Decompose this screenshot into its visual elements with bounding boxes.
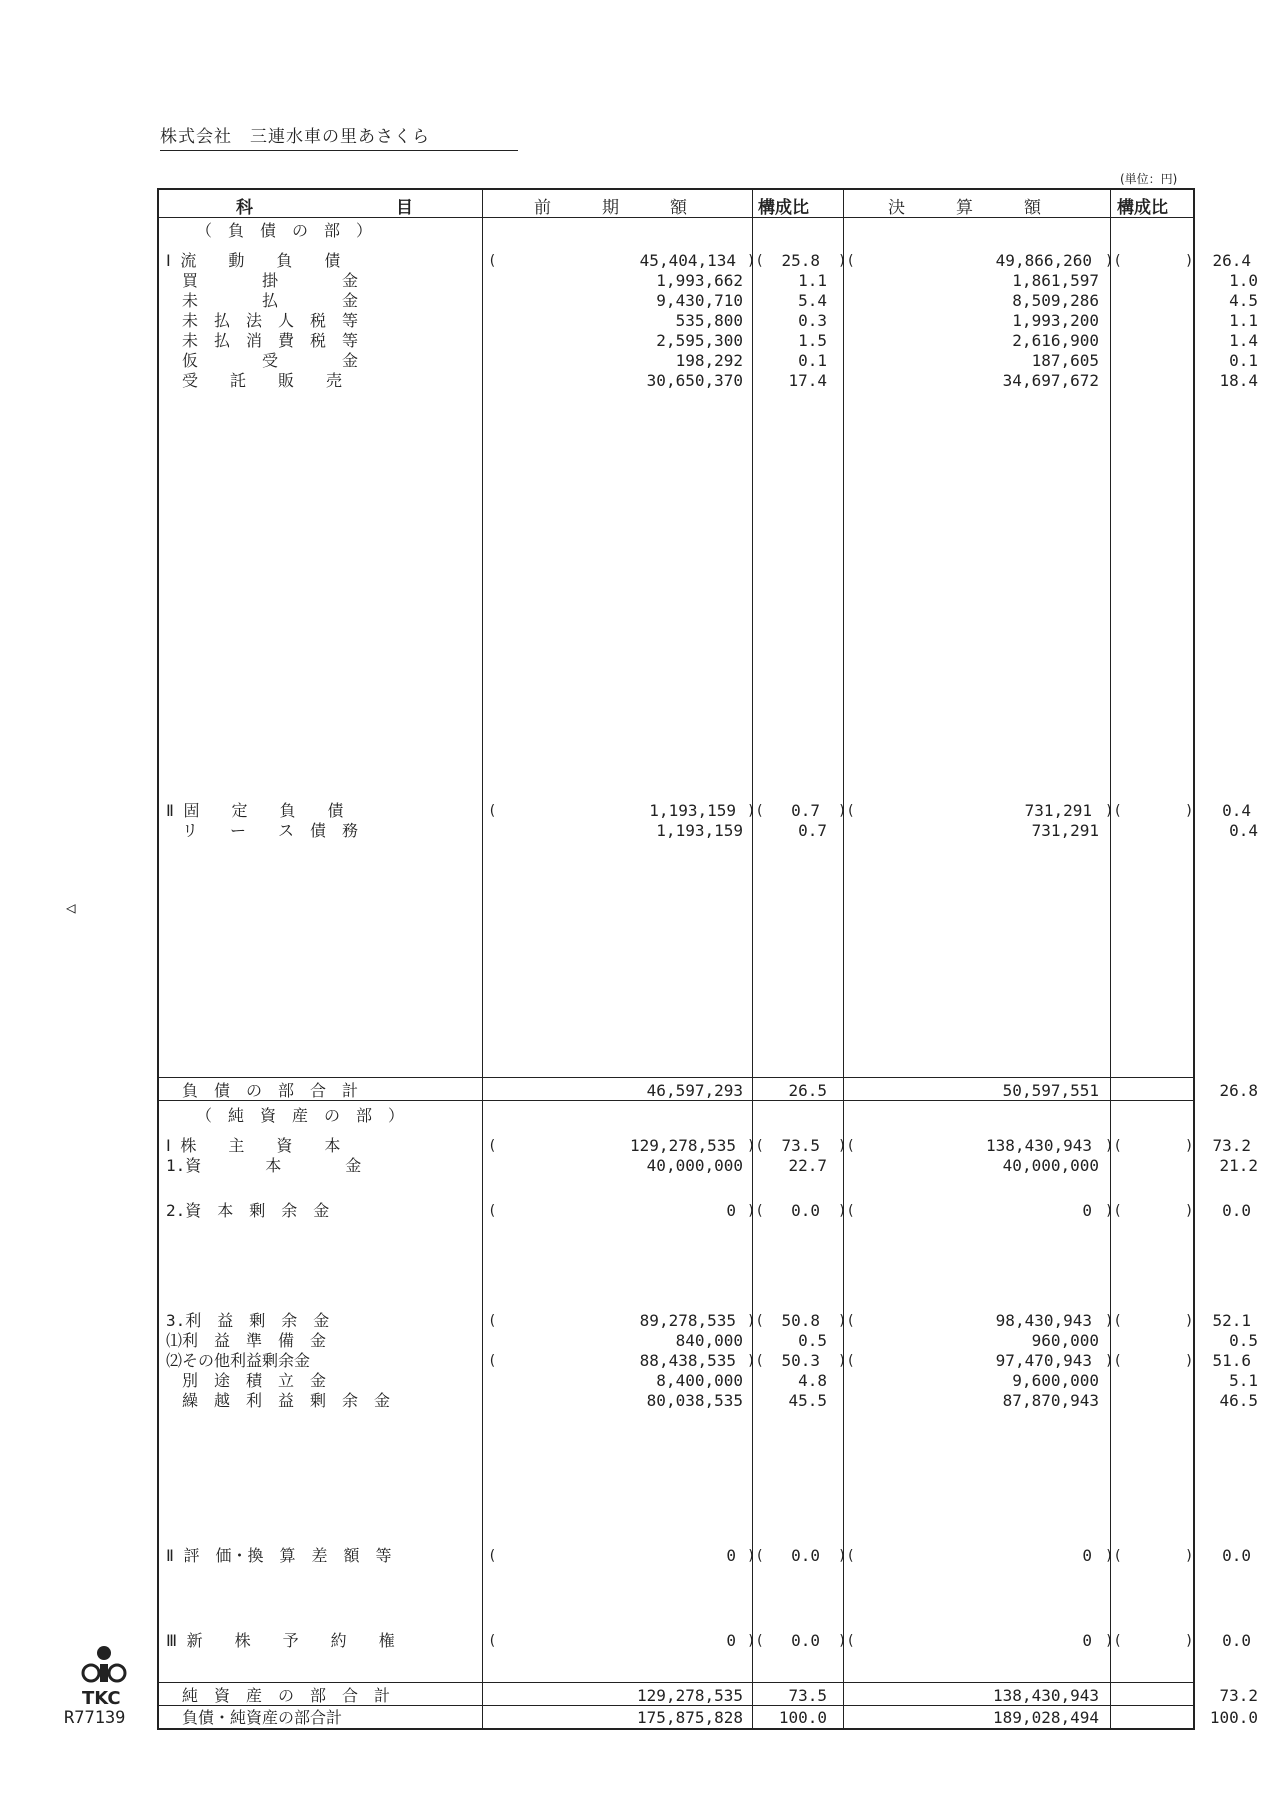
table-row xyxy=(0,1707,1280,1729)
parenthesis-mark: )( xyxy=(838,1203,855,1219)
header-prev-amount: 前 期 額 xyxy=(534,198,687,218)
table-row xyxy=(0,310,1280,332)
prev-amount: 840,000 xyxy=(675,1331,743,1350)
current-amount: 9,600,000 xyxy=(1012,1371,1099,1390)
prev-ratio: 5.4 xyxy=(798,291,827,310)
prev-amount: 1,993,662 xyxy=(656,271,743,290)
parenthesis-mark: ( xyxy=(488,1203,497,1219)
column-divider xyxy=(1110,188,1111,1730)
current-amount: 138,430,943 xyxy=(986,1136,1092,1155)
parenthesis-mark: ) xyxy=(1185,1313,1194,1329)
row-label: 2.資 本 剰 余 金 xyxy=(166,1201,330,1220)
prev-ratio: 50.3 xyxy=(781,1351,820,1370)
current-amount: 731,291 xyxy=(1031,821,1099,840)
company-name: 株式会社 三連水車の里あさくら xyxy=(160,122,518,151)
current-ratio: 18.4 xyxy=(1219,371,1258,390)
prev-amount: 175,875,828 xyxy=(637,1708,743,1727)
current-ratio: 1.1 xyxy=(1229,311,1258,330)
parenthesis-mark: )( xyxy=(747,1313,764,1329)
tkc-logo-text: TKC xyxy=(82,1688,121,1709)
current-amount: 187,605 xyxy=(1031,351,1099,370)
row-label: Ⅱ 評 価・換 算 差 額 等 xyxy=(166,1546,392,1565)
parenthesis-mark: )( xyxy=(747,1138,764,1154)
prev-amount: 0 xyxy=(726,1546,736,1565)
table-row xyxy=(0,250,1280,272)
prev-amount: 9,430,710 xyxy=(656,291,743,310)
document-code: R77139 xyxy=(64,1708,126,1728)
prev-amount: 535,800 xyxy=(675,311,743,330)
table-row xyxy=(0,290,1280,312)
row-divider xyxy=(157,1077,1195,1078)
current-amount: 49,866,260 xyxy=(995,251,1092,270)
row-label: 3.利 益 剰 余 金 xyxy=(166,1311,330,1330)
parenthesis-mark: )( xyxy=(1105,1633,1122,1649)
current-ratio: 26.4 xyxy=(1212,251,1251,270)
parenthesis-mark: )( xyxy=(1105,803,1122,819)
current-amount: 960,000 xyxy=(1031,1331,1099,1350)
row-label: ⑴利 益 準 備 金 xyxy=(166,1331,327,1350)
header-subject-a: 科 xyxy=(236,198,253,218)
parenthesis-mark: )( xyxy=(1105,1203,1122,1219)
row-label: Ⅱ 固 定 負 債 xyxy=(166,801,344,820)
prev-amount: 40,000,000 xyxy=(646,1156,743,1175)
current-amount: 2,616,900 xyxy=(1012,331,1099,350)
table-row xyxy=(0,1155,1280,1177)
parenthesis-mark: ) xyxy=(1185,1548,1194,1564)
row-label: 未 払 金 xyxy=(166,291,359,310)
row-label: 負 債 の 部 合 計 xyxy=(166,1081,359,1100)
table-row xyxy=(0,1080,1280,1102)
prev-ratio: 22.7 xyxy=(788,1156,827,1175)
parenthesis-mark: ) xyxy=(1185,1633,1194,1649)
row-label: 繰 越 利 益 剰 余 金 xyxy=(166,1391,391,1410)
current-amount: 189,028,494 xyxy=(993,1708,1099,1727)
table-row xyxy=(0,1390,1280,1412)
parenthesis-mark: ( xyxy=(488,1138,497,1154)
tkc-logo-icon xyxy=(80,1645,128,1689)
current-ratio: 73.2 xyxy=(1212,1136,1251,1155)
prev-ratio: 0.7 xyxy=(798,821,827,840)
current-ratio: 26.8 xyxy=(1219,1081,1258,1100)
row-label: 別 途 積 立 金 xyxy=(166,1371,327,1390)
prev-amount: 129,278,535 xyxy=(637,1686,743,1705)
parenthesis-mark: )( xyxy=(747,253,764,269)
row-label: 受 託 販 売 xyxy=(166,371,343,390)
prev-amount: 89,278,535 xyxy=(639,1311,736,1330)
row-label: 純 資 産 の 部 合 計 xyxy=(166,1686,391,1705)
column-divider xyxy=(843,188,844,1730)
unit-label: (単位：円) xyxy=(1120,172,1178,186)
current-ratio: 21.2 xyxy=(1219,1156,1258,1175)
table-row xyxy=(0,820,1280,842)
prev-ratio: 0.1 xyxy=(798,351,827,370)
parenthesis-mark: ) xyxy=(1185,1203,1194,1219)
parenthesis-mark: )( xyxy=(838,1313,855,1329)
table-row xyxy=(0,1200,1280,1222)
parenthesis-mark: )( xyxy=(1105,1313,1122,1329)
prev-amount: 80,038,535 xyxy=(646,1391,743,1410)
section-heading-net-assets: （ 純 資 産 の 部 ） xyxy=(196,1106,405,1125)
prev-amount: 2,595,300 xyxy=(656,331,743,350)
parenthesis-mark: ) xyxy=(1185,803,1194,819)
prev-ratio: 1.1 xyxy=(798,271,827,290)
prev-amount: 198,292 xyxy=(675,351,743,370)
parenthesis-mark: )( xyxy=(838,1633,855,1649)
current-ratio: 0.0 xyxy=(1222,1631,1251,1650)
prev-ratio: 17.4 xyxy=(788,371,827,390)
current-ratio: 0.4 xyxy=(1229,821,1258,840)
prev-ratio: 1.5 xyxy=(798,331,827,350)
current-ratio: 0.1 xyxy=(1229,351,1258,370)
current-amount: 8,509,286 xyxy=(1012,291,1099,310)
current-ratio: 100.0 xyxy=(1209,1708,1258,1727)
parenthesis-mark: )( xyxy=(838,1138,855,1154)
prev-ratio: 25.8 xyxy=(781,251,820,270)
prev-ratio: 0.7 xyxy=(791,801,820,820)
prev-ratio: 73.5 xyxy=(781,1136,820,1155)
prev-amount: 8,400,000 xyxy=(656,1371,743,1390)
current-ratio: 5.1 xyxy=(1229,1371,1258,1390)
table-row xyxy=(0,1135,1280,1157)
prev-ratio: 100.0 xyxy=(778,1708,827,1727)
current-ratio: 0.0 xyxy=(1222,1546,1251,1565)
prev-ratio: 0.5 xyxy=(798,1331,827,1350)
parenthesis-mark: )( xyxy=(1105,1138,1122,1154)
parenthesis-mark: )( xyxy=(747,803,764,819)
prev-ratio: 26.5 xyxy=(788,1081,827,1100)
row-label: 負債・純資産の部合計 xyxy=(166,1708,343,1727)
row-label: ⑵その他利益剰余金 xyxy=(166,1351,311,1370)
parenthesis-mark: )( xyxy=(747,1548,764,1564)
prev-ratio: 0.0 xyxy=(791,1631,820,1650)
current-amount: 0 xyxy=(1082,1201,1092,1220)
current-amount: 34,697,672 xyxy=(1002,371,1099,390)
table-row xyxy=(0,1685,1280,1707)
table-row xyxy=(0,1545,1280,1567)
current-amount: 138,430,943 xyxy=(993,1686,1099,1705)
parenthesis-mark: )( xyxy=(747,1353,764,1369)
current-amount: 50,597,551 xyxy=(1002,1081,1099,1100)
current-amount: 0 xyxy=(1082,1631,1092,1650)
parenthesis-mark: ( xyxy=(488,803,497,819)
prev-amount: 1,193,159 xyxy=(656,821,743,840)
parenthesis-mark: )( xyxy=(1105,253,1122,269)
header-cur-amount: 決 算 額 xyxy=(888,198,1041,218)
parenthesis-mark: ( xyxy=(488,1313,497,1329)
row-label: 仮 受 金 xyxy=(166,351,359,370)
side-triangle-mark: ◁ xyxy=(66,898,76,917)
parenthesis-mark: )( xyxy=(838,803,855,819)
prev-ratio: 73.5 xyxy=(788,1686,827,1705)
parenthesis-mark: ) xyxy=(1185,1138,1194,1154)
current-ratio: 0.0 xyxy=(1222,1201,1251,1220)
table-row xyxy=(0,1630,1280,1652)
parenthesis-mark: )( xyxy=(838,1353,855,1369)
table-row xyxy=(0,370,1280,392)
current-amount: 97,470,943 xyxy=(995,1351,1092,1370)
prev-ratio: 4.8 xyxy=(798,1371,827,1390)
prev-amount: 0 xyxy=(726,1631,736,1650)
current-ratio: 0.5 xyxy=(1229,1331,1258,1350)
current-ratio: 4.5 xyxy=(1229,291,1258,310)
parenthesis-mark: )( xyxy=(747,1203,764,1219)
row-divider xyxy=(157,1682,1195,1683)
current-ratio: 1.0 xyxy=(1229,271,1258,290)
parenthesis-mark: ) xyxy=(1185,253,1194,269)
column-divider xyxy=(752,188,753,1730)
parenthesis-mark: ( xyxy=(488,1548,497,1564)
row-label: Ⅰ 株 主 資 本 xyxy=(166,1136,341,1155)
current-amount: 98,430,943 xyxy=(995,1311,1092,1330)
parenthesis-mark: )( xyxy=(838,253,855,269)
parenthesis-mark: ) xyxy=(1185,1353,1194,1369)
parenthesis-mark: )( xyxy=(747,1633,764,1649)
parenthesis-mark: ( xyxy=(488,253,497,269)
current-ratio: 51.6 xyxy=(1212,1351,1251,1370)
table-row xyxy=(0,1330,1280,1352)
header-cur-ratio: 構成比 xyxy=(1117,198,1168,218)
current-amount: 1,993,200 xyxy=(1012,311,1099,330)
prev-amount: 46,597,293 xyxy=(646,1081,743,1100)
row-label: Ⅲ 新 株 予 約 権 xyxy=(166,1631,395,1650)
current-amount: 87,870,943 xyxy=(1002,1391,1099,1410)
table-row xyxy=(0,1370,1280,1392)
current-amount: 1,861,597 xyxy=(1012,271,1099,290)
parenthesis-mark: )( xyxy=(838,1548,855,1564)
table-row xyxy=(0,350,1280,372)
prev-amount: 0 xyxy=(726,1201,736,1220)
prev-ratio: 0.3 xyxy=(798,311,827,330)
prev-ratio: 50.8 xyxy=(781,1311,820,1330)
parenthesis-mark: )( xyxy=(1105,1548,1122,1564)
current-amount: 40,000,000 xyxy=(1002,1156,1099,1175)
table-row xyxy=(0,1350,1280,1372)
table-row xyxy=(0,330,1280,352)
row-label: 1.資 本 金 xyxy=(166,1156,362,1175)
prev-ratio: 45.5 xyxy=(788,1391,827,1410)
prev-amount: 45,404,134 xyxy=(639,251,736,270)
header-subject-b: 目 xyxy=(396,198,413,218)
header-prev-ratio: 構成比 xyxy=(758,198,809,218)
prev-amount: 129,278,535 xyxy=(630,1136,736,1155)
current-ratio: 52.1 xyxy=(1212,1311,1251,1330)
current-ratio: 0.4 xyxy=(1222,801,1251,820)
current-ratio: 73.2 xyxy=(1219,1686,1258,1705)
prev-amount: 1,193,159 xyxy=(649,801,736,820)
prev-ratio: 0.0 xyxy=(791,1201,820,1220)
prev-amount: 30,650,370 xyxy=(646,371,743,390)
row-label: 未 払 法 人 税 等 xyxy=(166,311,359,330)
prev-amount: 88,438,535 xyxy=(639,1351,736,1370)
parenthesis-mark: ( xyxy=(488,1633,497,1649)
row-label: リ ー ス 債 務 xyxy=(166,821,359,840)
table-row xyxy=(0,1310,1280,1332)
parenthesis-mark: )( xyxy=(1105,1353,1122,1369)
row-label: 買 掛 金 xyxy=(166,271,359,290)
row-label: 未 払 消 費 税 等 xyxy=(166,331,359,350)
current-ratio: 46.5 xyxy=(1219,1391,1258,1410)
parenthesis-mark: ( xyxy=(488,1353,497,1369)
table-row xyxy=(0,270,1280,292)
current-amount: 0 xyxy=(1082,1546,1092,1565)
prev-ratio: 0.0 xyxy=(791,1546,820,1565)
table-row xyxy=(0,800,1280,822)
column-divider xyxy=(482,188,483,1730)
current-amount: 731,291 xyxy=(1024,801,1092,820)
current-ratio: 1.4 xyxy=(1229,331,1258,350)
section-heading-liabilities: （ 負 債 の 部 ） xyxy=(196,221,373,240)
balance-sheet-table xyxy=(157,188,1195,1730)
row-label: Ⅰ 流 動 負 債 xyxy=(166,251,341,270)
